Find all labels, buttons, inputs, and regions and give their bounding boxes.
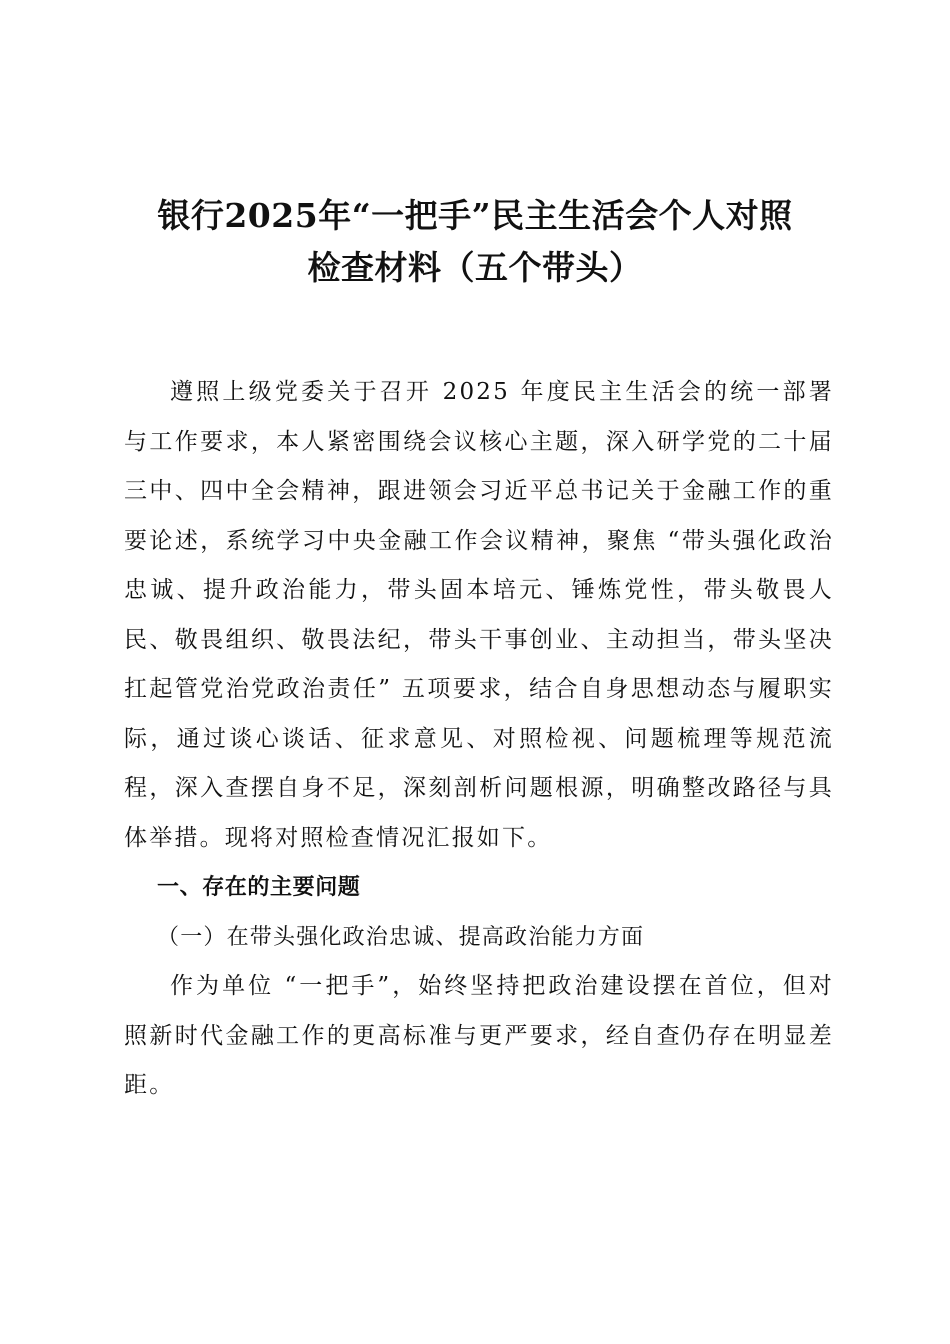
title-line-2: 检查材料（五个带头） xyxy=(307,248,643,287)
document-body xyxy=(124,368,834,1111)
section-heading-1: 一、存在的主要问题 xyxy=(157,875,361,900)
subsection-paragraph-1: 作为单位 “一把手”，始终坚持把政治建设摆在首位，但对照新时代金融工作的更高标准与更严要求，经自查仍存在明显差距。 xyxy=(124,973,834,1098)
title-line-1: 银行2025年“一把手”民主生活会个人对照 xyxy=(157,196,793,235)
intro-paragraph: 遵照上级党委关于召开 2025 年度民主生活会的统一部署与工作要求，本人紧密围绕会议核心主题，深入研学党的二十届三中、四中全会精神，跟进领会习近平总书记关于金融工作的重要论述，系统学习中央金融工作会议精神，聚焦 “带头强化政治忠诚、提升政治能力，带头固本培元、锤炼党性，带头敬畏人民、敬畏组织、敬畏法纪，带头干事创业、主动担当，带头坚决扛起管党治党政治责任” 五项要求，结合自身思想动态与履职实际，通过谈心谈话、征求意见、对照检视、问题梳理等规范流程，深入查摆自身不足，深刻剖析问题根源，明确整改路径与具体举措。现将对照检查情况汇报如下。 xyxy=(124,379,834,851)
document-title xyxy=(100,190,850,294)
subsection-heading-1: （一）在带头强化政治忠诚、提高政治能力方面 xyxy=(157,924,645,950)
